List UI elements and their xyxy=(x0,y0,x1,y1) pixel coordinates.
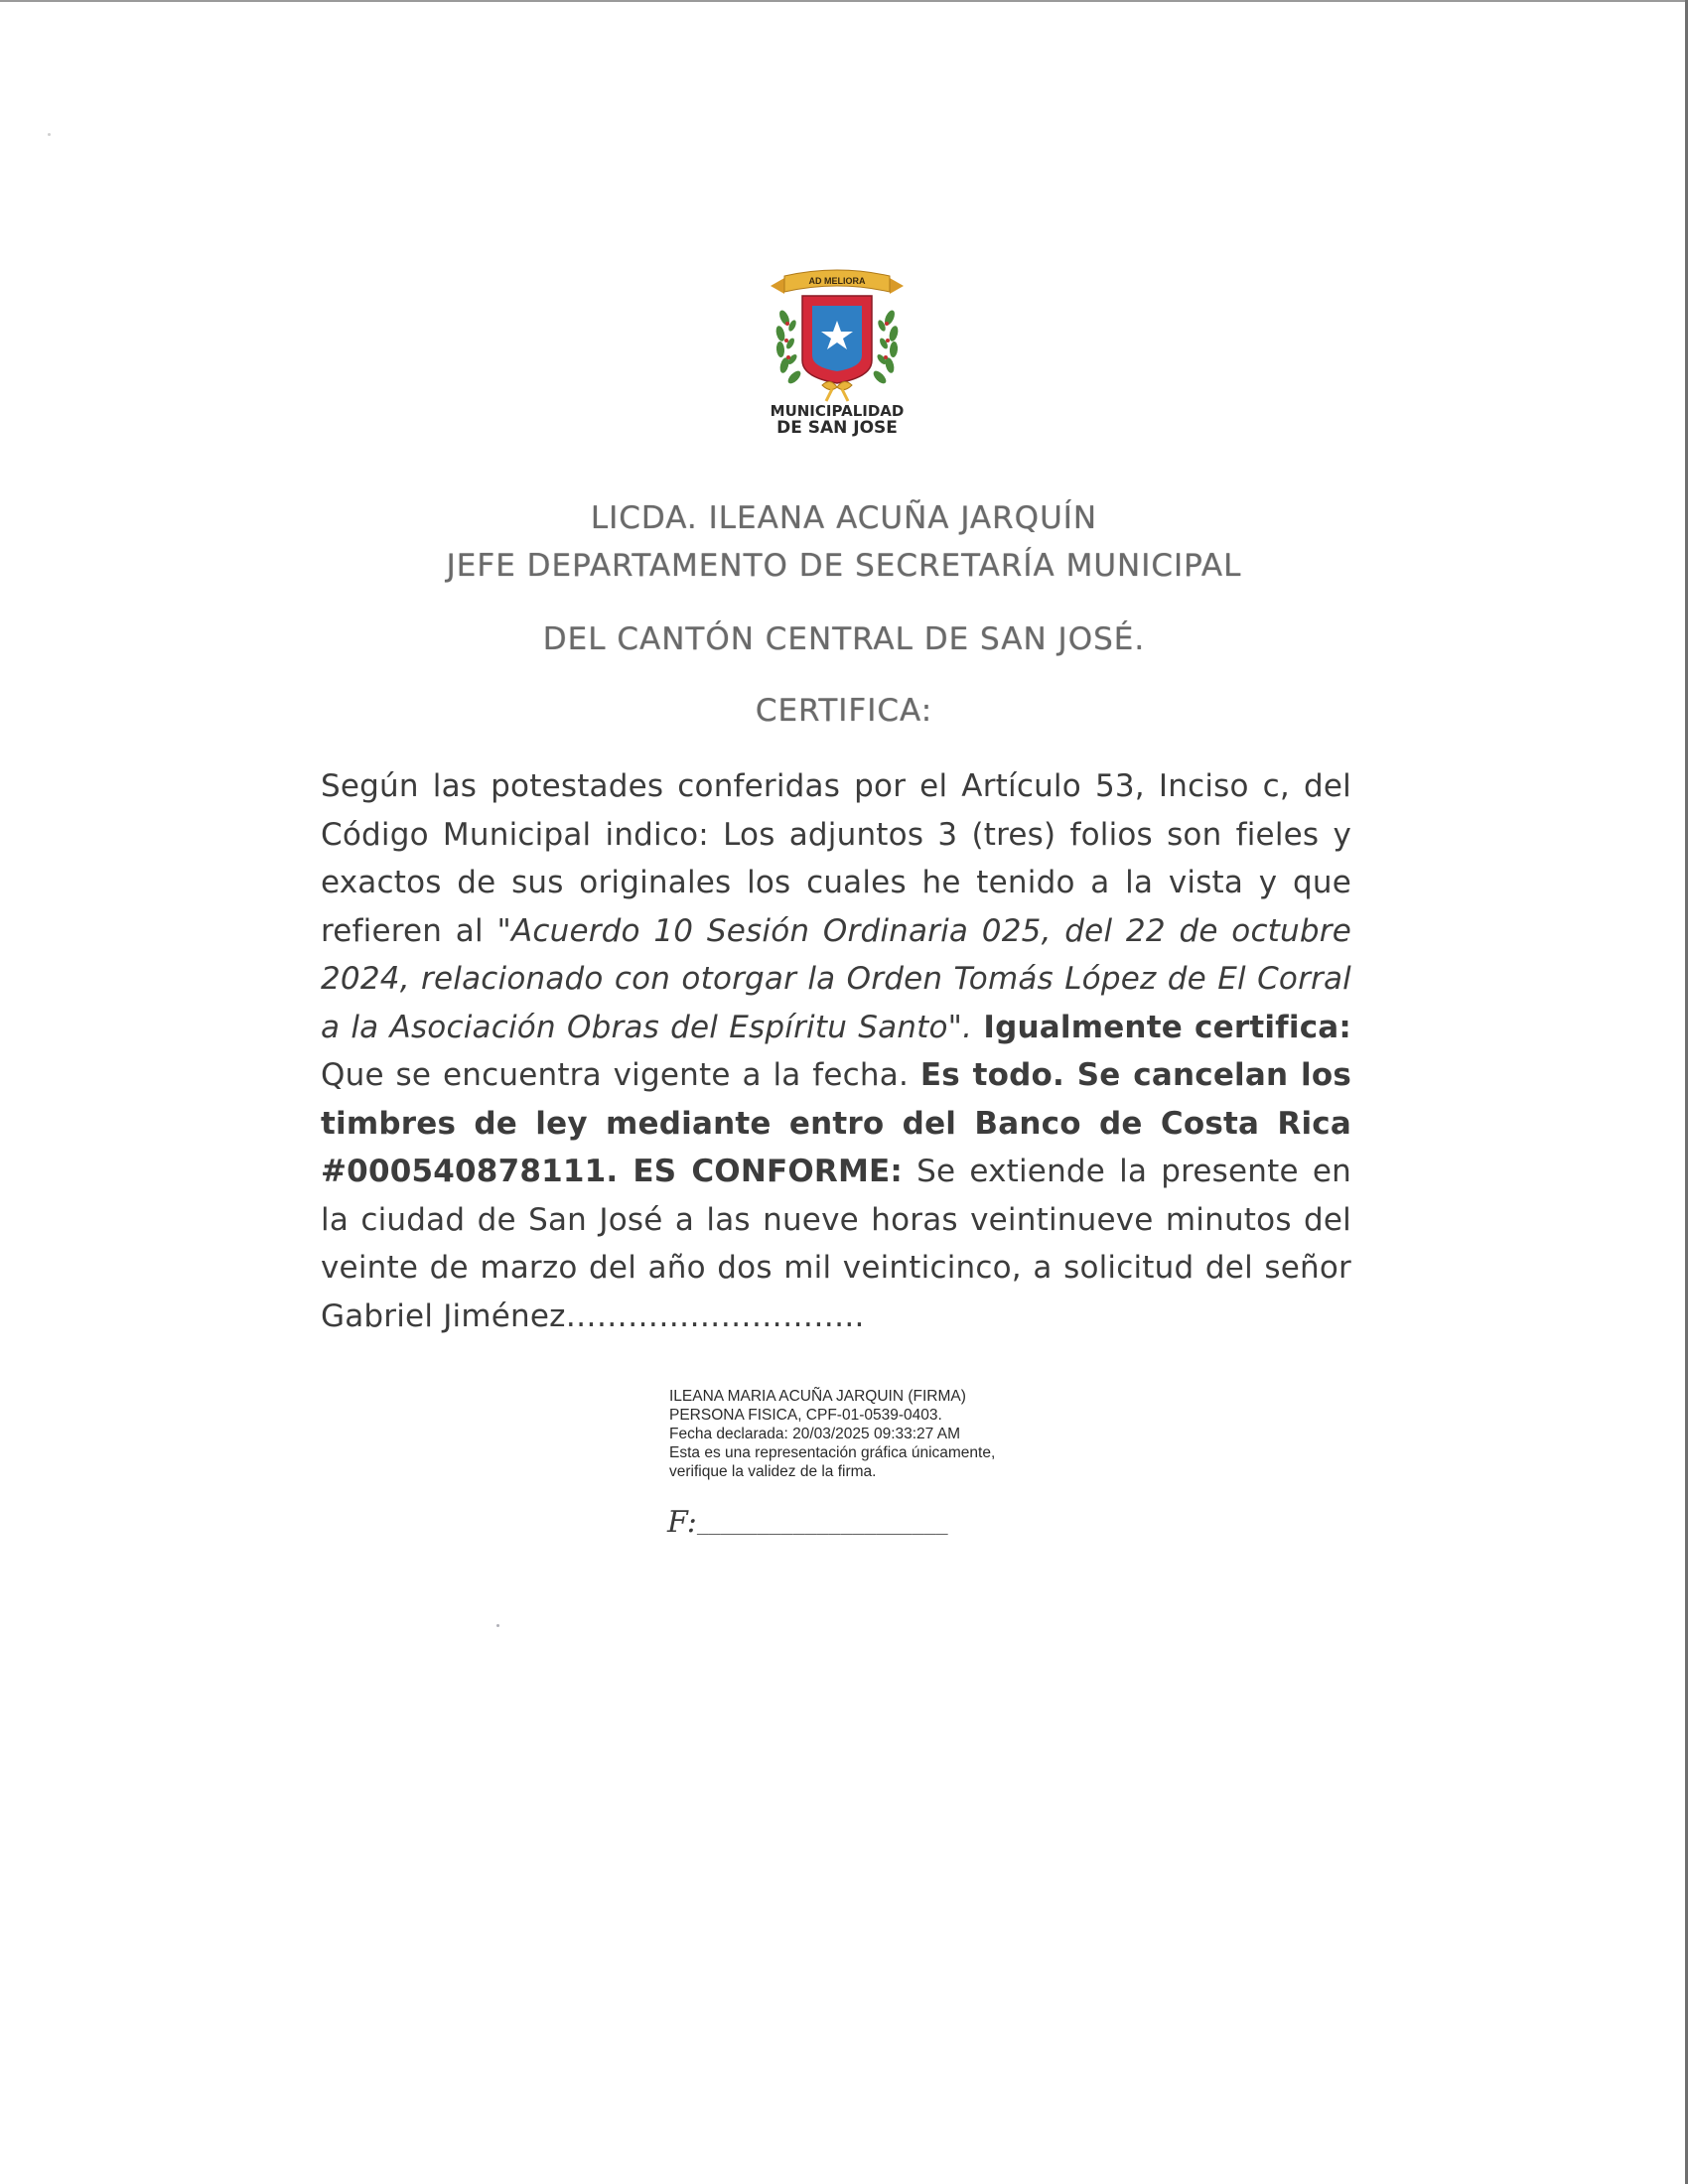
scan-edge-top xyxy=(0,0,1688,2)
body-intro: Según las potestades conferidas por el Artículo 53, Inciso c, del Código Municipal indico: Los adjuntos 3 (tres) folios son fieles y exactos de sus originales los cuales he tenido a la vista y que refieren al xyxy=(321,768,1351,949)
body-agreement-reference: "Acuerdo 10 Sesión Ordinaria 025, del 22 de octubre 2024, relacionado con otorgar la Orden Tomás López de El Corral a la Asociación Obras del Espíritu Santo". xyxy=(321,912,1351,1045)
signature-date: Fecha declarada: 20/03/2025 09:33:27 AM xyxy=(669,1426,960,1442)
body-closing: Se extiende la presente en la ciudad de San José a las nueve horas veintinueve minutos del veinte de marzo del año dos mil veinticinco, a solicitud del señor Gabriel Jiménez……………………….. xyxy=(321,1154,1351,1334)
municipal-logo xyxy=(763,266,912,445)
canton-title: DEL CANTÓN CENTRAL DE SAN JOSÉ. xyxy=(542,621,1146,657)
body-also-certifies: Igualmente certifica: xyxy=(983,1009,1351,1045)
logo-wordmark xyxy=(763,403,912,437)
signature-verify-note: verifique la validez de la firma. xyxy=(669,1463,877,1480)
signature-name: ILEANA MARIA ACUÑA JARQUIN (FIRMA) xyxy=(669,1388,966,1405)
scan-speck xyxy=(48,133,51,136)
logo-motto: AD MELIORA xyxy=(808,276,866,286)
certification-body xyxy=(321,762,1351,1340)
signature-f-label: F: xyxy=(667,1505,697,1540)
logo-name-line2: DE SAN JOSE xyxy=(776,418,898,438)
signer-title: LICDA. ILEANA ACUÑA JARQUÍN xyxy=(590,500,1098,536)
signature-id: PERSONA FISICA, CPF-01-0539-0403. xyxy=(669,1407,942,1424)
body-validity: Que se encuentra vigente a la fecha. xyxy=(321,1057,920,1093)
signature-line xyxy=(667,1505,948,1540)
body-stamps-statement: Es todo. Se cancelan los timbres de ley mediante entro del Banco de Costa Rica #000540878111. ES CONFORME: xyxy=(321,1057,1351,1189)
scan-speck xyxy=(496,1624,499,1627)
digital-signature-block xyxy=(669,1387,1086,1481)
department-title: JEFE DEPARTAMENTO DE SECRETARÍA MUNICIPAL xyxy=(446,548,1242,584)
coat-of-arms-icon xyxy=(763,266,912,405)
signature-disclaimer: Esta es una representación gráfica únicamente, xyxy=(669,1444,996,1461)
certifica-heading: CERTIFICA: xyxy=(755,693,933,729)
logo-name-line1: MUNICIPALIDAD xyxy=(770,402,905,420)
signature-blank: _____________________ xyxy=(696,1511,948,1535)
